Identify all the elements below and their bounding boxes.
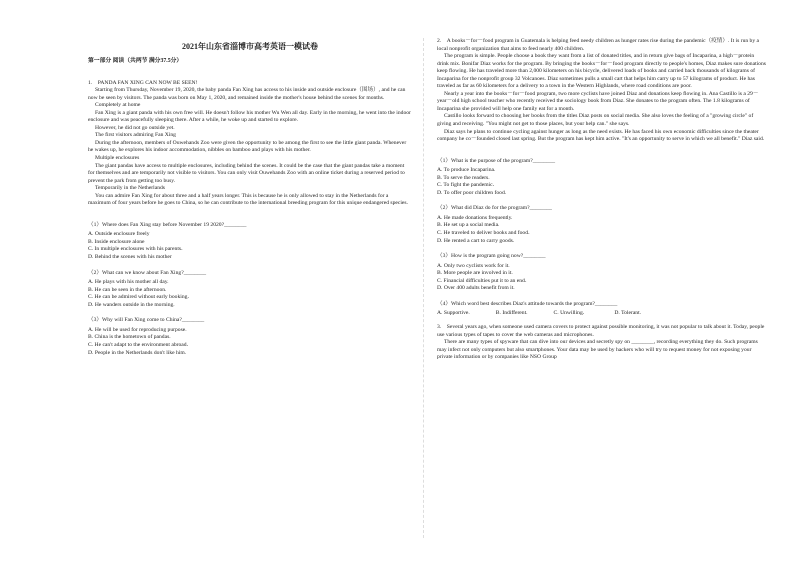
answer-option-a[interactable]: A. He plays with his mother all day. bbox=[88, 279, 169, 286]
passage-2-text: A books－for－food program in Guatemala is helping feed needy children as hunger rates rise during the pandemic（疫情）. It is run by a local nonprofit organization that aims to feed nearly 400 children. bbox=[437, 38, 760, 52]
answer-option-c[interactable]: C. He can't adapt to the environment abroad． bbox=[88, 341, 193, 348]
question-stem: （3）How is the program going now?________ bbox=[437, 253, 546, 260]
right-column bbox=[437, 38, 767, 362]
answer-option-a[interactable]: A. To produce Incaparina. bbox=[437, 167, 496, 174]
passage-1-paragraph: You can admire Fan Xing for about three and a half years longer. This is because he is only allowed to stay in the Netherlands for a maximum of four years before he goes to China, so he can contribute to the international breeding program for this unique endangered species. bbox=[88, 192, 408, 207]
answer-option-b[interactable]: B. China is the hometown of pandas. bbox=[88, 334, 171, 341]
answer-option-c[interactable]: C. He traveled to deliver books and food． bbox=[437, 230, 534, 237]
answer-option-c[interactable]: C. Financial difficulties put it to an end． bbox=[437, 277, 531, 284]
answer-options-row bbox=[437, 310, 767, 318]
question-stem: （3）Why will Fan Xing come to China?________ bbox=[88, 317, 205, 324]
answer-option-d[interactable]: D. To offer poor children food. bbox=[437, 189, 507, 196]
passage-2-paragraph: The program is simple. People choose a book they want from a list of donated titles, and in return give bags of Incaparina, a high－protein drink mix. Bonifar Diaz works for the program. By bringing the books－for－food program directly to people's homes, Diaz makes sure donations keep flowing. He has traveled more than 2,000 kilometers on his bicycle, delivered loads of books and carried back thousands of kilograms of Incaparina for the nonprofit group 32 Volcanoes. Diaz sometimes pulls a small cart that helps him carry up to 57 kilograms of product. He has traveled as far as 60 kilometers for a delivery to a town in the Western Highlands, where road conditions are poor. bbox=[437, 53, 766, 90]
answer-option-b[interactable]: B. More people are involved in it. bbox=[437, 270, 513, 277]
question-block bbox=[437, 253, 767, 293]
passage-3-paragraph: There are many types of spyware that can dive into our devices and secretly spy on ________, recording everything they do. Such programs may infect not only computers but also smartphones. Your data may be used by hackers who will try to request money for not exposing your private information or by companies like NSO Group bbox=[437, 339, 758, 361]
passage-1-subheading: Temporarily in the Netherlands bbox=[95, 185, 165, 192]
passage-1-paragraph: During the afternoon, members of Ouwehands Zoo were given the opportunity to be among the first to see the little giant panda. Whenever he wakes up, he explores his indoor accommodation, nibbles on bamboo and plays with his mother. bbox=[88, 139, 407, 154]
passage-1-paragraph: The giant pandas have access to multiple enclosures, including behind the scenes. It could be the case that the giant pandas take a moment for themselves and are temporarily not visible to visitors. You can only visit Ouwehands Zoo with an online ticket during a reserved period to prevent the park from getting too busy. bbox=[88, 162, 405, 184]
answer-option-d[interactable]: D. He rented a cart to carry goods. bbox=[437, 237, 515, 244]
passage-2-paragraph: Castillo looks forward to choosing her books from the titles Diaz posts on social media. She also loves the feeling of a "growing circle" of giving and receiving. "You might not get to those places, but your help can." she says. bbox=[437, 113, 754, 128]
answer-option-d[interactable]: D. He wanders outside in the morning. bbox=[88, 301, 175, 308]
section-heading: 第一部分 阅读（共两节 满分37.5分） bbox=[88, 58, 183, 64]
answer-option-a[interactable]: A. Outside enclosure freely bbox=[88, 231, 150, 238]
question-block bbox=[437, 301, 767, 318]
question-block bbox=[88, 317, 412, 357]
question-block bbox=[88, 222, 412, 262]
passage-3-number: 3. bbox=[437, 323, 442, 330]
answer-option-a[interactable]: A. Supportive. bbox=[437, 310, 470, 317]
answer-option-a[interactable]: A. He will be used for reproducing purpose. bbox=[88, 326, 187, 333]
passage-1-subheading: The first visitors admiring Fan Xing bbox=[95, 132, 176, 139]
answer-option-b[interactable]: B. To serve the readers. bbox=[437, 174, 490, 181]
answer-option-a[interactable]: A. Only two cyclists work for it. bbox=[437, 262, 510, 269]
question-stem: （4）Which word best describes Diaz's attitude towards the program?________ bbox=[437, 300, 618, 307]
passage-2-paragraph: Nearly a year into the books－for－food program, two more cyclists have joined Diaz and donations keep flowing in. Ana Castillo is a 29－year－old high school teacher who recently received the sociology book from Diaz. She donates to the program often. The 1.8 kilograms of Incaparina she provided will help one family eat for a month. bbox=[437, 90, 759, 112]
answer-option-b[interactable]: B. Indifferent. bbox=[495, 310, 528, 317]
answer-option-c[interactable]: C. To fight the pandemic． bbox=[437, 182, 499, 189]
question-stem: （1）Where does Fan Xing stay before November 19 2020?________ bbox=[88, 221, 247, 228]
answer-option-d[interactable]: D. Tolerant. bbox=[614, 310, 642, 317]
passage-1-subheading: Completely at home bbox=[95, 102, 141, 109]
answer-option-b[interactable]: B. He set up a social media. bbox=[437, 222, 500, 229]
answer-option-c[interactable]: C. Unwilling． bbox=[553, 310, 589, 317]
column-divider bbox=[423, 38, 424, 538]
passage-2-paragraph bbox=[437, 38, 767, 53]
answer-option-a[interactable]: A. He made donations frequently. bbox=[437, 214, 513, 221]
answer-option-c[interactable]: C. In multiple enclosures with his parents． bbox=[88, 246, 187, 253]
answer-option-b[interactable]: B. He can be seen in the afternoon. bbox=[88, 286, 167, 293]
passage-1-number: 1. bbox=[88, 79, 93, 86]
passage-1-title: PANDA FAN XING CAN NOW BE SEEN! bbox=[97, 79, 198, 86]
passage-1-heading bbox=[88, 80, 412, 88]
question-stem: （2）What did Diaz do for the program?________ bbox=[437, 205, 552, 212]
left-column bbox=[88, 38, 412, 357]
answer-option-b[interactable]: B. Inside enclosure alone bbox=[88, 238, 145, 245]
question-block bbox=[437, 158, 767, 198]
passage-2-number: 2. bbox=[437, 38, 442, 44]
answer-option-d[interactable]: D. Over 400 adults benefit from it. bbox=[437, 285, 515, 292]
question-stem: （2）What can we know about Fan Xing?________ bbox=[88, 269, 207, 276]
page-title: 2021年山东省淄博市高考英语一模试卷 bbox=[182, 42, 318, 51]
answer-option-d[interactable]: D. Behind the scenes with his mother bbox=[88, 254, 172, 261]
passage-3-text: Several years ago, when someone used camera covers to protect against possible monitoring, it was not popular to talk about it. Today, people use various types of tapes to cover the web cameras and microphones. bbox=[437, 323, 765, 338]
question-block bbox=[437, 205, 767, 245]
passage-1-paragraph: However, he did not go outside yet. bbox=[95, 124, 175, 131]
question-block bbox=[88, 270, 412, 310]
passage-2-paragraph: Diaz says he plans to continue cycling against hunger as long as the need exists. He has faced his own economic difficulties since the theater company he co－founded closed last spring. But the program has kept him active. "It's an opportunity to serve in which we all benefit." Diaz said. bbox=[437, 128, 765, 143]
passage-3-paragraph bbox=[437, 324, 767, 339]
answer-option-c[interactable]: C. He can be admired without early booking． bbox=[88, 294, 194, 301]
passage-1-subheading: Multiple enclosures bbox=[95, 155, 140, 162]
answer-option-d[interactable]: D. People in the Netherlands don't like him. bbox=[88, 349, 187, 356]
passage-1-paragraph: Starting from Thursday, November 19, 2020, the baby panda Fan Xing has access to his inside and outside enclosure（围场）, and he can now be seen by visitors. The panda was born on May 1, 2020, and remained inside the mother's house behind the scenes for months. bbox=[88, 87, 406, 101]
passage-1-paragraph: Fan Xing is a giant panda with his own free will. He doesn't follow his mother Wu Wen all day. Early in the morning, he went into the indoor enclosure and was peacefully sleeping there. After a while, he woke up and started to explore. bbox=[88, 109, 411, 124]
question-stem: （1）What is the purpose of the program?________ bbox=[437, 157, 556, 164]
